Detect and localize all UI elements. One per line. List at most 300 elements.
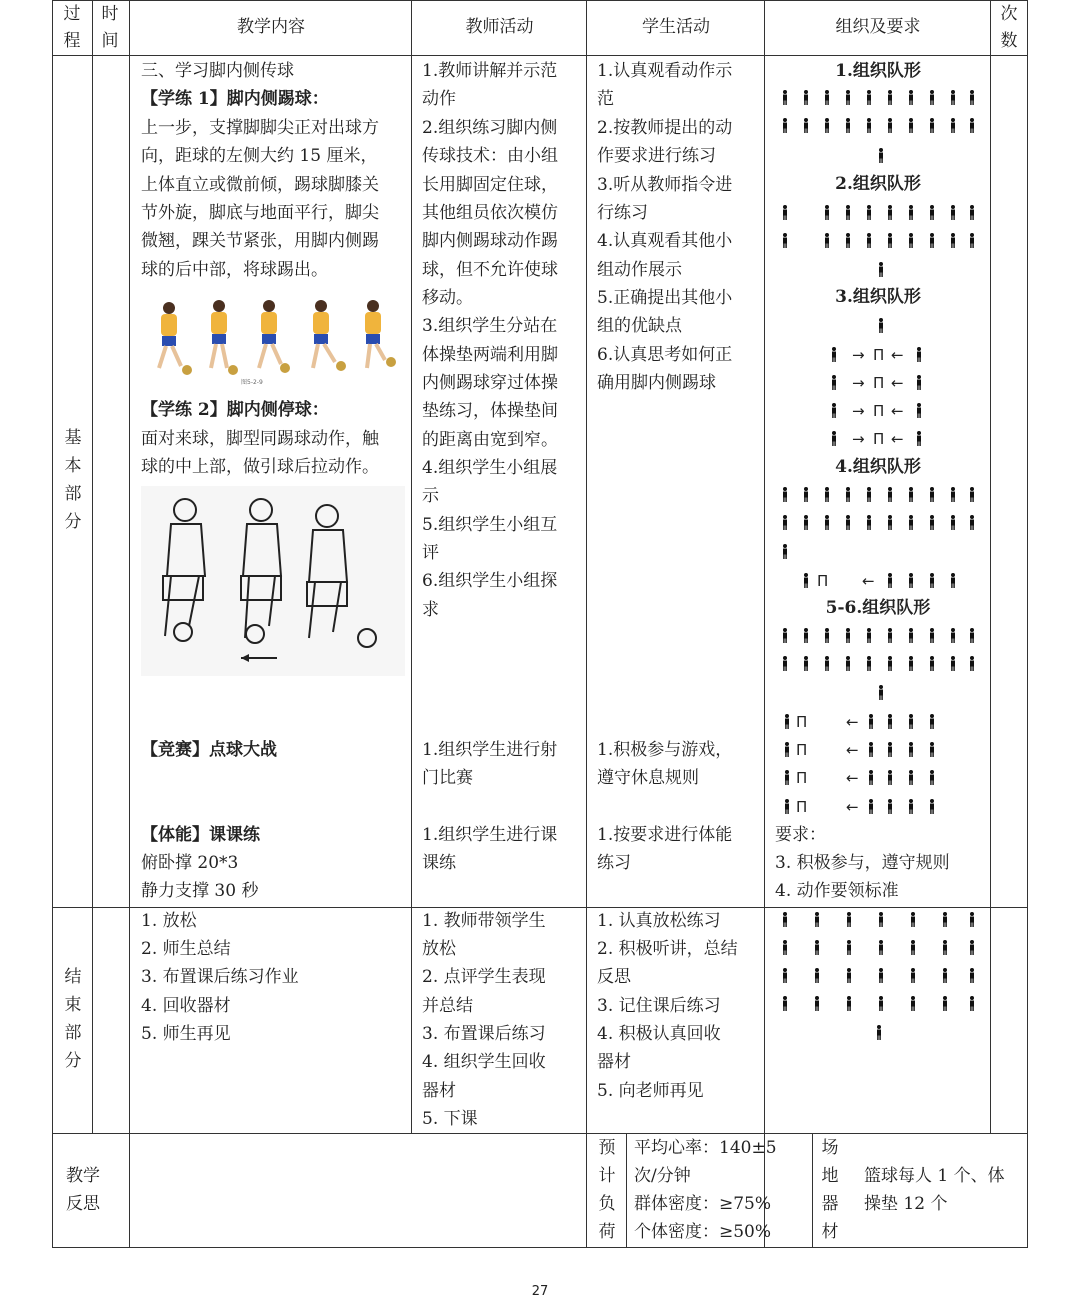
arrow-left-icon: ← — [846, 798, 859, 816]
load-label-3: 负 — [598, 1194, 616, 1214]
goal-icon: Π — [796, 769, 808, 787]
person-icon — [845, 487, 851, 502]
person-icon — [845, 233, 851, 248]
person-icon — [868, 770, 874, 785]
fitness-teacher-line: 课练 — [422, 853, 456, 873]
teacher-activity-line: 垫练习，体操垫间 — [422, 401, 558, 421]
teacher-activity-line: 求 — [422, 600, 439, 620]
person-icon — [782, 628, 788, 643]
person-icon — [887, 770, 893, 785]
person-icon — [929, 487, 935, 502]
person-icon — [887, 628, 893, 643]
person-icon — [908, 90, 914, 105]
ending-content-line: 2. 师生总结 — [141, 939, 231, 959]
goal-icon: Π — [796, 713, 808, 731]
drill-1-line: 上体直立或微前倾，踢球脚膝关 — [141, 175, 379, 195]
person-icon — [916, 375, 922, 390]
person-icon — [887, 90, 893, 105]
person-icon — [887, 118, 893, 133]
teacher-activity-line: 动作 — [422, 89, 456, 109]
person-icon — [782, 656, 788, 671]
player-figure — [259, 300, 290, 373]
person-icon — [908, 714, 914, 729]
content-title: 三、学习脚内侧传球 — [141, 61, 294, 81]
goal-icon: Π — [873, 374, 885, 392]
ending-teacher-line: 并总结 — [422, 996, 473, 1016]
arrow-left-icon: ← — [891, 374, 904, 392]
person-icon — [950, 90, 956, 105]
teacher-activity-line: 传球技术：由小组 — [422, 146, 558, 166]
person-icon — [803, 515, 809, 530]
ending-teacher-line: 放松 — [422, 939, 456, 959]
teacher-activity-line: 移动。 — [422, 288, 473, 308]
kicking-sequence-figure — [141, 290, 399, 388]
ending-student-line: 3. 记住课后练习 — [597, 996, 721, 1016]
person-icon — [929, 628, 935, 643]
person-icon — [910, 912, 916, 927]
person-icon — [782, 118, 788, 133]
person-icon — [908, 656, 914, 671]
person-icon — [969, 205, 975, 220]
person-icon — [866, 233, 872, 248]
arrow-right-icon: → — [852, 430, 865, 448]
reflection-label-1: 教学 — [66, 1166, 100, 1186]
person-icon — [782, 515, 788, 530]
person-icon — [846, 996, 852, 1011]
person-icon — [831, 431, 837, 446]
person-icon — [868, 799, 874, 814]
student-activity-line: 组的优缺点 — [597, 316, 682, 336]
fitness-teacher-line: 1.组织学生进行课 — [422, 825, 558, 845]
person-icon — [929, 573, 935, 588]
person-icon — [866, 90, 872, 105]
person-icon — [969, 968, 975, 983]
person-icon — [782, 205, 788, 220]
person-icon — [929, 118, 935, 133]
load-value: 平均心率：140±5 — [634, 1138, 777, 1158]
header-count-2: 数 — [1000, 31, 1018, 51]
person-icon — [845, 628, 851, 643]
person-icon — [908, 573, 914, 588]
person-icon — [969, 628, 975, 643]
person-icon — [908, 628, 914, 643]
person-icon — [908, 770, 914, 785]
person-icon — [878, 262, 884, 277]
person-icon — [950, 118, 956, 133]
ending-content-line: 3. 布置课后练习作业 — [141, 967, 299, 987]
load-value: 个体密度：≥50% — [634, 1222, 772, 1242]
ending-teacher-line: 3. 布置课后练习 — [422, 1024, 546, 1044]
person-icon — [814, 912, 820, 927]
person-icon — [929, 90, 935, 105]
person-icon — [908, 742, 914, 757]
competition-teacher-line: 门比赛 — [422, 768, 473, 788]
person-icon — [803, 487, 809, 502]
person-icon — [831, 403, 837, 418]
header-time-1: 时 — [101, 4, 119, 24]
student-activity-line: 3.听从教师指令进 — [597, 175, 733, 195]
ending-content-line: 5. 师生再见 — [141, 1024, 231, 1044]
teacher-activity-line: 5.组织学生小组互 — [422, 515, 558, 535]
person-icon — [950, 628, 956, 643]
person-icon — [814, 940, 820, 955]
person-icon — [782, 90, 788, 105]
table-border-left — [52, 0, 53, 1248]
venue-label-2: 地 — [821, 1166, 839, 1186]
teacher-activity-line: 其他组员依次模仿 — [422, 203, 558, 223]
teacher-activity-line: 的距离由宽到窄。 — [422, 430, 558, 450]
teacher-activity-line: 示 — [422, 486, 439, 506]
player-figure — [313, 300, 346, 371]
person-icon — [782, 487, 788, 502]
venue-value: 篮球每人 1 个、体 — [864, 1166, 1005, 1186]
col-divider-content — [129, 0, 130, 1248]
person-icon — [876, 1025, 882, 1040]
header-student: 学生活动 — [642, 17, 710, 37]
person-icon — [782, 912, 788, 927]
teacher-activity-line: 长用脚固定住球， — [422, 175, 558, 195]
formation-title-3: 3.组织队形 — [835, 287, 921, 307]
person-icon — [950, 515, 956, 530]
drill-1-line: 向，距球的左侧大约 15 厘米， — [141, 146, 378, 166]
ending-student-line: 4. 积极认真回收 — [597, 1024, 721, 1044]
person-icon — [866, 628, 872, 643]
figure-caption: 图5-2-9 — [241, 379, 263, 386]
trapping-sequence-figure — [141, 486, 405, 676]
person-icon — [887, 799, 893, 814]
person-icon — [929, 770, 935, 785]
person-icon — [969, 515, 975, 530]
col-divider-teacher — [411, 0, 412, 1133]
student-activity-line: 确用脚内侧踢球 — [597, 373, 716, 393]
person-icon — [969, 487, 975, 502]
header-content: 教学内容 — [237, 17, 305, 37]
arrow-left-icon: ← — [846, 769, 859, 787]
person-icon — [969, 233, 975, 248]
person-icon — [910, 968, 916, 983]
person-icon — [878, 318, 884, 333]
competition-title: 【竞赛】点球大战 — [141, 740, 277, 760]
person-icon — [845, 205, 851, 220]
table-border-top — [52, 0, 1028, 1]
venue-label-1: 场 — [821, 1138, 839, 1158]
fitness-item: 俯卧撑 20*3 — [141, 853, 239, 873]
header-organization: 组织及要求 — [835, 17, 921, 37]
person-icon — [929, 656, 935, 671]
person-icon — [910, 940, 916, 955]
ending-content-line: 1. 放松 — [141, 911, 197, 931]
arrow-right-icon: → — [852, 374, 865, 392]
person-icon — [824, 487, 830, 502]
person-icon — [866, 205, 872, 220]
person-icon — [782, 968, 788, 983]
person-icon — [887, 742, 893, 757]
person-icon — [845, 90, 851, 105]
student-activity-line: 4.认真观看其他小 — [597, 231, 733, 251]
goal-icon: Π — [873, 346, 885, 364]
person-icon — [929, 205, 935, 220]
header-divider — [52, 55, 1028, 56]
person-icon — [908, 205, 914, 220]
arrow-left-icon: ← — [891, 430, 904, 448]
drill-2-line: 球的中上部，做引球后拉动作。 — [141, 457, 379, 477]
person-icon — [908, 515, 914, 530]
person-icon — [866, 515, 872, 530]
basic-section-label-2: 本 — [64, 456, 82, 476]
competition-student-line: 1.积极参与游戏， — [597, 740, 733, 760]
person-icon — [784, 714, 790, 729]
basic-section-label-4: 分 — [64, 512, 82, 532]
student-activity-line: 行练习 — [597, 203, 648, 223]
person-icon — [929, 233, 935, 248]
person-icon — [824, 205, 830, 220]
person-icon — [887, 233, 893, 248]
person-icon — [969, 656, 975, 671]
student-activity-line: 5.正确提出其他小 — [597, 288, 733, 308]
person-icon — [887, 487, 893, 502]
requirements-line: 3. 积极参与，遵守规则 — [775, 853, 950, 873]
fitness-item: 静力支撑 30 秒 — [141, 881, 259, 901]
person-icon — [782, 544, 788, 559]
ending-content-line: 4. 回收器材 — [141, 996, 231, 1016]
teacher-activity-line: 球，但不允许使球 — [422, 260, 558, 280]
person-icon — [868, 714, 874, 729]
person-icon — [910, 996, 916, 1011]
header-time-2: 间 — [101, 31, 119, 51]
competition-student-line: 遵守休息规则 — [597, 768, 699, 788]
person-icon — [868, 742, 874, 757]
ending-teacher-line: 1. 教师带领学生 — [422, 911, 546, 931]
ending-student-line: 器材 — [597, 1052, 631, 1072]
goal-icon: Π — [796, 741, 808, 759]
drill-1-line: 微翘，踝关节紧张，用脚内侧踢 — [141, 231, 379, 251]
header-process-2: 程 — [63, 31, 81, 51]
person-icon — [846, 940, 852, 955]
teacher-activity-line: 脚内侧踢球动作踢 — [422, 231, 558, 251]
requirements-line: 要求： — [775, 825, 826, 845]
load-label-2: 计 — [598, 1166, 616, 1186]
ending-student-line: 反思 — [597, 967, 631, 987]
basic-section-label-3: 部 — [64, 484, 82, 504]
person-icon — [942, 912, 948, 927]
person-icon — [942, 996, 948, 1011]
teacher-activity-line: 体操垫两端利用脚 — [422, 345, 558, 365]
person-icon — [878, 685, 884, 700]
person-icon — [782, 996, 788, 1011]
person-icon — [824, 118, 830, 133]
person-icon — [916, 403, 922, 418]
teacher-activity-line: 内侧踢球穿过体操 — [422, 373, 558, 393]
page-number: 27 — [531, 1284, 549, 1299]
person-icon — [908, 118, 914, 133]
person-icon — [831, 375, 837, 390]
person-icon — [784, 770, 790, 785]
competition-teacher-line: 1.组织学生进行射 — [422, 740, 558, 760]
venue-label-3: 器 — [821, 1194, 839, 1214]
teacher-activity-line: 4.组织学生小组展 — [422, 458, 558, 478]
col-divider-student — [586, 0, 587, 1248]
person-icon — [845, 118, 851, 133]
arrow-left-icon: ← — [891, 402, 904, 420]
person-icon — [814, 968, 820, 983]
person-icon — [831, 347, 837, 362]
person-icon — [824, 515, 830, 530]
fitness-student-line: 练习 — [597, 853, 631, 873]
person-icon — [929, 714, 935, 729]
person-icon — [950, 233, 956, 248]
person-icon — [916, 347, 922, 362]
person-icon — [845, 656, 851, 671]
person-icon — [950, 573, 956, 588]
teacher-activity-line: 3.组织学生分站在 — [422, 316, 558, 336]
person-icon — [942, 968, 948, 983]
table-border-right — [1027, 0, 1028, 1248]
header-count-1: 次 — [1000, 4, 1018, 24]
arrow-left-icon: ← — [846, 713, 859, 731]
person-icon — [846, 912, 852, 927]
person-icon — [929, 515, 935, 530]
person-icon — [784, 799, 790, 814]
person-icon — [969, 996, 975, 1011]
arrow-left-icon: ← — [891, 346, 904, 364]
goal-icon: Π — [873, 402, 885, 420]
student-activity-line: 组动作展示 — [597, 260, 682, 280]
drill-2-title: 【学练 2】脚内侧停球： — [141, 400, 329, 420]
person-icon — [887, 515, 893, 530]
load-value: 次/分钟 — [634, 1166, 691, 1186]
formation-title-4: 4.组织队形 — [835, 457, 921, 477]
person-icon — [803, 628, 809, 643]
person-icon — [784, 742, 790, 757]
person-icon — [969, 90, 975, 105]
person-icon — [908, 799, 914, 814]
person-icon — [824, 628, 830, 643]
teacher-activity-line: 2.组织练习脚内侧 — [422, 118, 558, 138]
student-activity-line: 2.按教师提出的动 — [597, 118, 733, 138]
ending-teacher-line: 5. 下课 — [422, 1109, 478, 1129]
load-label-4: 荷 — [598, 1222, 616, 1242]
person-icon — [942, 940, 948, 955]
arrow-right-icon: → — [852, 346, 865, 364]
ending-section-label-4: 分 — [64, 1051, 82, 1071]
table-border-bottom — [52, 1247, 1028, 1248]
teacher-activity-line: 6.组织学生小组探 — [422, 571, 558, 591]
ending-student-line: 5. 向老师再见 — [597, 1081, 704, 1101]
basic-section-label-1: 基 — [64, 428, 82, 448]
ending-reflection-divider — [52, 1133, 1028, 1134]
person-icon — [908, 487, 914, 502]
person-icon — [887, 205, 893, 220]
person-icon — [950, 205, 956, 220]
person-icon — [878, 940, 884, 955]
ending-teacher-line: 4. 组织学生回收 — [422, 1052, 546, 1072]
fitness-student-line: 1.按要求进行体能 — [597, 825, 733, 845]
reflection-label-2: 反思 — [66, 1194, 100, 1214]
ending-section-label-3: 部 — [64, 1023, 82, 1043]
arrow-left-icon: ← — [846, 741, 859, 759]
person-icon — [929, 742, 935, 757]
person-icon — [814, 996, 820, 1011]
person-icon — [845, 515, 851, 530]
person-icon — [782, 233, 788, 248]
formation-title-1: 1.组织队形 — [835, 61, 921, 81]
student-activity-line: 作要求进行练习 — [597, 146, 716, 166]
person-icon — [803, 656, 809, 671]
person-icon — [846, 968, 852, 983]
person-icon — [969, 118, 975, 133]
student-activity-line: 范 — [597, 89, 614, 109]
person-icon — [887, 573, 893, 588]
ending-section-label-1: 结 — [64, 967, 82, 987]
drill-1-line: 节外旋，脚底与地面平行，脚尖 — [141, 203, 379, 223]
header-process-1: 过 — [63, 4, 81, 24]
person-icon — [887, 714, 893, 729]
player-figure — [211, 300, 238, 375]
person-icon — [824, 90, 830, 105]
person-icon — [916, 431, 922, 446]
person-icon — [866, 118, 872, 133]
formation-title-2: 2.组织队形 — [835, 174, 921, 194]
person-icon — [950, 656, 956, 671]
teacher-activity-line: 1.教师讲解并示范 — [422, 61, 558, 81]
ending-teacher-line: 2. 点评学生表现 — [422, 967, 546, 987]
player-figure — [159, 302, 192, 375]
requirements-line: 4. 动作要领标准 — [775, 881, 899, 901]
ending-student-line: 2. 积极听讲，总结 — [597, 939, 738, 959]
player-figure — [365, 300, 396, 368]
person-icon — [803, 573, 809, 588]
venue-label-4: 材 — [821, 1222, 839, 1242]
person-icon — [824, 656, 830, 671]
drill-1-title: 【学练 1】脚内侧踢球： — [141, 89, 329, 109]
col-divider-time — [92, 0, 93, 1133]
ending-teacher-line: 器材 — [422, 1081, 456, 1101]
drill-1-line: 球的后中部，将球踢出。 — [141, 260, 328, 280]
person-icon — [824, 233, 830, 248]
goal-icon: Π — [873, 430, 885, 448]
load-value: 群体密度：≥75% — [634, 1194, 772, 1214]
person-icon — [887, 656, 893, 671]
arrow-right-icon: → — [852, 402, 865, 420]
person-icon — [969, 940, 975, 955]
arrow-left-icon: ← — [862, 572, 875, 590]
person-icon — [803, 90, 809, 105]
person-icon — [929, 799, 935, 814]
formation-title-5: 5-6.组织队形 — [825, 598, 931, 618]
fitness-title: 【体能】课课练 — [141, 825, 260, 845]
goal-icon: Π — [817, 572, 829, 590]
venue-value: 操垫 12 个 — [864, 1194, 948, 1214]
person-icon — [803, 118, 809, 133]
person-icon — [866, 487, 872, 502]
header-teacher: 教师活动 — [465, 17, 534, 37]
person-icon — [878, 148, 884, 163]
goal-icon: Π — [796, 798, 808, 816]
load-label-1: 预 — [598, 1138, 616, 1158]
person-icon — [950, 487, 956, 502]
person-icon — [866, 656, 872, 671]
person-icon — [782, 940, 788, 955]
person-icon — [878, 996, 884, 1011]
student-activity-line: 1.认真观看动作示 — [597, 61, 733, 81]
ending-student-line: 1. 认真放松练习 — [597, 911, 721, 931]
drill-2-line: 面对来球，脚型同踢球动作，触 — [141, 429, 379, 449]
ending-section-label-2: 束 — [64, 995, 82, 1015]
person-icon — [908, 233, 914, 248]
person-icon — [969, 912, 975, 927]
person-icon — [878, 912, 884, 927]
student-activity-line: 6.认真思考如何正 — [597, 345, 733, 365]
